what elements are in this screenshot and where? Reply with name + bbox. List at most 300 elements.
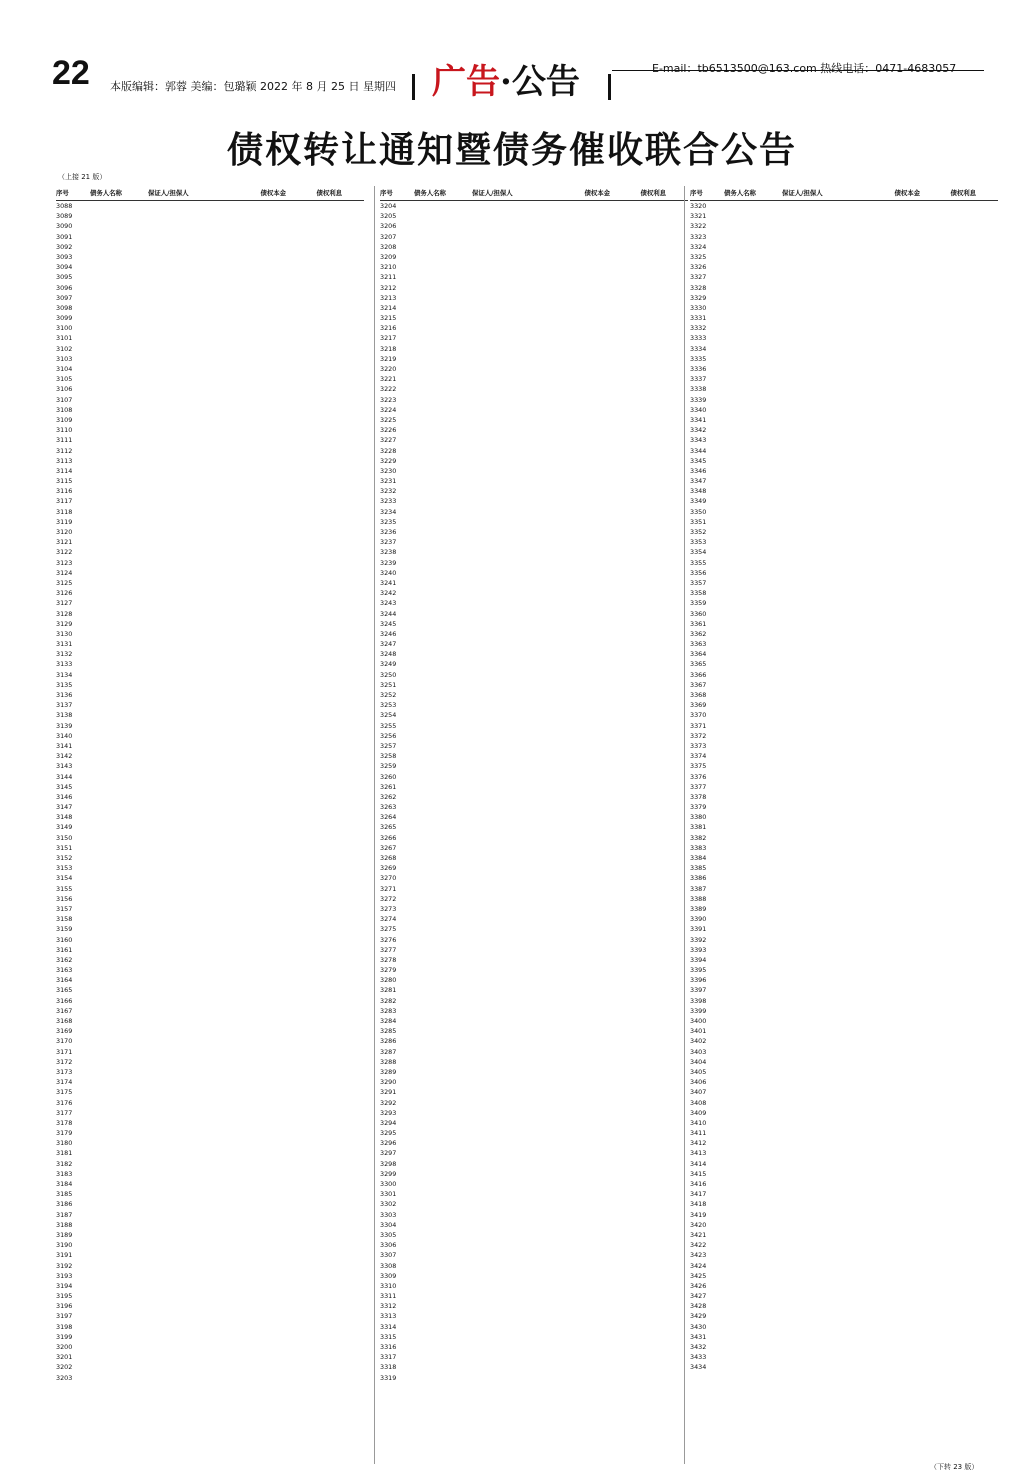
table-row bbox=[380, 415, 688, 425]
row-number: 3117 bbox=[56, 497, 73, 506]
table-row bbox=[690, 496, 998, 506]
table-row bbox=[690, 1352, 998, 1362]
row-number: 3205 bbox=[380, 212, 397, 221]
row-number: 3376 bbox=[690, 772, 707, 781]
table-row bbox=[56, 1067, 364, 1077]
row-number: 3354 bbox=[690, 548, 707, 557]
table-row bbox=[56, 364, 364, 374]
table-row bbox=[690, 935, 998, 945]
row-number: 3279 bbox=[380, 966, 397, 975]
table-row bbox=[56, 1118, 364, 1128]
row-number: 3140 bbox=[56, 731, 73, 740]
table-row bbox=[56, 904, 364, 914]
row-number: 3090 bbox=[56, 222, 73, 231]
table-row bbox=[56, 221, 364, 231]
table-row bbox=[380, 486, 688, 496]
table-row bbox=[56, 527, 364, 537]
row-number: 3368 bbox=[690, 691, 707, 699]
row-number: 3136 bbox=[56, 691, 73, 699]
table-row bbox=[690, 415, 998, 425]
column-header: 保证人/担保人 bbox=[148, 189, 189, 197]
column-header: 债务人名称 bbox=[724, 189, 756, 197]
table-row bbox=[690, 670, 998, 680]
table-row bbox=[56, 721, 364, 731]
row-number: 3241 bbox=[380, 578, 397, 587]
row-number: 3216 bbox=[380, 324, 397, 333]
table-row bbox=[56, 395, 364, 405]
table-row bbox=[380, 384, 688, 394]
row-number: 3275 bbox=[380, 925, 397, 934]
row-number: 3424 bbox=[690, 1261, 707, 1270]
row-number: 3148 bbox=[56, 813, 73, 822]
column-header: 债权利息 bbox=[316, 189, 342, 197]
table-row bbox=[690, 1087, 998, 1097]
table-row bbox=[380, 395, 688, 405]
column-header: 序号 bbox=[690, 189, 703, 197]
row-number: 3328 bbox=[690, 283, 707, 292]
row-number: 3155 bbox=[56, 884, 73, 893]
row-number: 3257 bbox=[380, 741, 397, 750]
row-number: 3299 bbox=[380, 1169, 397, 1178]
row-number: 3316 bbox=[380, 1343, 397, 1351]
table-header bbox=[380, 186, 688, 201]
row-number: 3360 bbox=[690, 609, 707, 618]
table-row bbox=[380, 1179, 688, 1189]
row-number: 3141 bbox=[56, 741, 73, 750]
debt-table bbox=[56, 186, 364, 1383]
row-number: 3314 bbox=[380, 1322, 397, 1331]
row-number: 3095 bbox=[56, 273, 73, 282]
row-number: 3383 bbox=[690, 843, 707, 852]
table-row bbox=[380, 1098, 688, 1108]
row-number: 3223 bbox=[380, 395, 397, 404]
row-number: 3266 bbox=[380, 833, 397, 842]
table-row bbox=[690, 221, 998, 231]
table-row bbox=[380, 283, 688, 293]
table-row bbox=[56, 558, 364, 568]
column-header: 序号 bbox=[380, 189, 393, 197]
table-row bbox=[690, 1067, 998, 1077]
row-number: 3138 bbox=[56, 711, 73, 720]
table-row bbox=[690, 680, 998, 690]
table-row bbox=[380, 812, 688, 822]
row-number: 3324 bbox=[690, 242, 707, 251]
row-number: 3418 bbox=[690, 1200, 707, 1209]
row-number: 3164 bbox=[56, 976, 73, 985]
table-row bbox=[56, 710, 364, 720]
row-number: 3433 bbox=[690, 1353, 707, 1362]
row-number: 3165 bbox=[56, 986, 73, 995]
row-number: 3392 bbox=[690, 935, 707, 944]
table-row bbox=[380, 547, 688, 557]
row-number: 3151 bbox=[56, 843, 73, 852]
table-row bbox=[690, 425, 998, 435]
table-row bbox=[690, 1108, 998, 1118]
row-number: 3228 bbox=[380, 446, 397, 455]
table-row bbox=[690, 639, 998, 649]
row-number: 3193 bbox=[56, 1271, 73, 1280]
table-row bbox=[690, 822, 998, 832]
row-number: 3386 bbox=[690, 874, 707, 883]
table-row bbox=[690, 578, 998, 588]
row-number: 3166 bbox=[56, 996, 73, 1005]
table-row bbox=[56, 446, 364, 456]
table-row bbox=[56, 945, 364, 955]
row-number: 3116 bbox=[56, 487, 73, 496]
row-number: 3176 bbox=[56, 1098, 73, 1107]
row-number: 3281 bbox=[380, 986, 397, 995]
row-number: 3181 bbox=[56, 1149, 73, 1158]
row-number: 3417 bbox=[690, 1190, 707, 1199]
table-row bbox=[56, 1036, 364, 1046]
table-row bbox=[690, 690, 998, 700]
row-number: 3204 bbox=[380, 202, 397, 210]
table-row bbox=[380, 527, 688, 537]
row-number: 3226 bbox=[380, 426, 397, 435]
table-row bbox=[56, 374, 364, 384]
row-number: 3341 bbox=[690, 415, 707, 424]
row-number: 3381 bbox=[690, 823, 707, 832]
table-row bbox=[380, 904, 688, 914]
column-header: 债权利息 bbox=[640, 189, 666, 197]
column-divider bbox=[684, 186, 685, 1464]
row-number: 3261 bbox=[380, 782, 397, 791]
row-number: 3422 bbox=[690, 1241, 707, 1250]
row-number: 3343 bbox=[690, 436, 707, 445]
table-row bbox=[690, 354, 998, 364]
row-number: 3169 bbox=[56, 1027, 73, 1036]
table-row bbox=[56, 1098, 364, 1108]
row-number: 3318 bbox=[380, 1363, 397, 1372]
table-row bbox=[690, 405, 998, 415]
table-row bbox=[690, 1169, 998, 1179]
row-number: 3122 bbox=[56, 548, 73, 557]
table-row bbox=[690, 333, 998, 343]
row-number: 3280 bbox=[380, 976, 397, 985]
row-number: 3206 bbox=[380, 222, 397, 231]
table-row bbox=[380, 1271, 688, 1281]
table-row bbox=[380, 1169, 688, 1179]
table-row bbox=[56, 262, 364, 272]
table-row bbox=[690, 761, 998, 771]
table-row bbox=[56, 1077, 364, 1087]
row-number: 3089 bbox=[56, 212, 73, 221]
table-row bbox=[690, 364, 998, 374]
row-number: 3153 bbox=[56, 864, 73, 873]
table-row bbox=[690, 537, 998, 547]
row-number: 3102 bbox=[56, 344, 73, 353]
row-number: 3214 bbox=[380, 303, 397, 312]
row-number: 3347 bbox=[690, 477, 707, 486]
row-number: 3192 bbox=[56, 1261, 73, 1270]
table-row bbox=[380, 558, 688, 568]
table-row bbox=[56, 1322, 364, 1332]
row-number: 3349 bbox=[690, 497, 707, 506]
table-row bbox=[380, 496, 688, 506]
table-row bbox=[380, 1077, 688, 1087]
row-number: 3398 bbox=[690, 996, 707, 1005]
row-number: 3416 bbox=[690, 1180, 707, 1188]
table-row bbox=[56, 1148, 364, 1158]
row-number: 3093 bbox=[56, 252, 73, 261]
page-number: 22 bbox=[52, 54, 90, 92]
table-row bbox=[690, 1210, 998, 1220]
row-number: 3362 bbox=[690, 629, 707, 638]
table-row bbox=[380, 710, 688, 720]
table-row bbox=[380, 975, 688, 985]
table-row bbox=[380, 680, 688, 690]
table-row bbox=[690, 1189, 998, 1199]
row-number: 3295 bbox=[380, 1129, 397, 1138]
contact-info: E-mail：tb6513500@163.com 热线电话：0471-4683057 bbox=[652, 62, 957, 75]
table-row bbox=[56, 201, 364, 211]
table-row bbox=[380, 476, 688, 486]
row-number: 3425 bbox=[690, 1271, 707, 1280]
row-number: 3126 bbox=[56, 589, 73, 598]
row-number: 3096 bbox=[56, 283, 73, 292]
table-row bbox=[380, 252, 688, 262]
row-number: 3351 bbox=[690, 517, 707, 526]
table-row bbox=[56, 1006, 364, 1016]
table-row bbox=[56, 843, 364, 853]
table-row bbox=[690, 262, 998, 272]
table-row bbox=[380, 242, 688, 252]
row-number: 3245 bbox=[380, 619, 397, 628]
row-number: 3373 bbox=[690, 741, 707, 750]
table-row bbox=[380, 446, 688, 456]
row-number: 3142 bbox=[56, 752, 73, 761]
divider bbox=[608, 74, 611, 100]
row-number: 3356 bbox=[690, 568, 707, 577]
table-row bbox=[380, 466, 688, 476]
row-number: 3188 bbox=[56, 1220, 73, 1229]
row-number: 3125 bbox=[56, 578, 73, 587]
row-number: 3259 bbox=[380, 762, 397, 771]
row-number: 3088 bbox=[56, 202, 73, 210]
row-number: 3355 bbox=[690, 558, 707, 567]
row-number: 3121 bbox=[56, 538, 73, 547]
table-row bbox=[690, 853, 998, 863]
table-row bbox=[380, 1016, 688, 1026]
row-number: 3134 bbox=[56, 670, 73, 679]
table-row bbox=[56, 598, 364, 608]
table-row bbox=[56, 252, 364, 262]
table-row bbox=[380, 1373, 688, 1383]
edition-meta: 本版编辑：郭蓉 美编：包璐颖 2022 年 8 月 25 日 星期四 bbox=[110, 80, 396, 93]
row-number: 3173 bbox=[56, 1067, 73, 1076]
table-row bbox=[690, 721, 998, 731]
table-row bbox=[380, 1138, 688, 1148]
row-number: 3258 bbox=[380, 752, 397, 761]
row-number: 3243 bbox=[380, 599, 397, 608]
table-row bbox=[690, 772, 998, 782]
row-number: 3365 bbox=[690, 660, 707, 669]
table-row bbox=[56, 792, 364, 802]
row-number: 3156 bbox=[56, 894, 73, 903]
table-row bbox=[380, 945, 688, 955]
row-number: 3260 bbox=[380, 772, 397, 781]
table-row bbox=[690, 435, 998, 445]
table-row bbox=[690, 619, 998, 629]
table-row bbox=[380, 211, 688, 221]
row-number: 3269 bbox=[380, 864, 397, 873]
row-number: 3119 bbox=[56, 517, 73, 526]
table-row bbox=[56, 985, 364, 995]
table-row bbox=[690, 700, 998, 710]
row-number: 3372 bbox=[690, 731, 707, 740]
table-row bbox=[690, 1220, 998, 1230]
row-number: 3253 bbox=[380, 701, 397, 710]
table-row bbox=[56, 822, 364, 832]
table-row bbox=[690, 303, 998, 313]
row-number: 3430 bbox=[690, 1322, 707, 1331]
table-row bbox=[380, 741, 688, 751]
table-row bbox=[56, 935, 364, 945]
row-number: 3288 bbox=[380, 1057, 397, 1066]
column-header: 债权利息 bbox=[950, 189, 976, 197]
row-number: 3370 bbox=[690, 711, 707, 720]
table-row bbox=[56, 1138, 364, 1148]
table-row bbox=[690, 588, 998, 598]
row-number: 3320 bbox=[690, 202, 707, 210]
row-number: 3170 bbox=[56, 1037, 73, 1046]
table-row bbox=[380, 894, 688, 904]
row-number: 3303 bbox=[380, 1210, 397, 1219]
table-row bbox=[690, 242, 998, 252]
table-row bbox=[690, 1271, 998, 1281]
table-row bbox=[56, 853, 364, 863]
table-row bbox=[690, 1026, 998, 1036]
table-row bbox=[56, 609, 364, 619]
row-number: 3229 bbox=[380, 456, 397, 465]
row-number: 3342 bbox=[690, 426, 707, 435]
table-row bbox=[380, 232, 688, 242]
row-number: 3304 bbox=[380, 1220, 397, 1229]
table-row bbox=[690, 598, 998, 608]
table-row bbox=[56, 211, 364, 221]
table-row bbox=[56, 1159, 364, 1169]
row-number: 3234 bbox=[380, 507, 397, 516]
row-number: 3407 bbox=[690, 1088, 707, 1097]
table-row bbox=[56, 242, 364, 252]
table-row bbox=[56, 1179, 364, 1189]
row-number: 3103 bbox=[56, 354, 73, 363]
table-row bbox=[56, 405, 364, 415]
row-number: 3254 bbox=[380, 711, 397, 720]
row-number: 3132 bbox=[56, 650, 73, 659]
row-number: 3123 bbox=[56, 558, 73, 567]
row-number: 3350 bbox=[690, 507, 707, 516]
table-row bbox=[690, 323, 998, 333]
table-row bbox=[690, 1199, 998, 1209]
section-title: 广告·公告 bbox=[432, 62, 580, 102]
row-number: 3287 bbox=[380, 1047, 397, 1056]
table-row bbox=[56, 955, 364, 965]
row-number: 3367 bbox=[690, 680, 707, 689]
row-number: 3162 bbox=[56, 955, 73, 964]
row-number: 3249 bbox=[380, 660, 397, 669]
table-row bbox=[56, 1373, 364, 1383]
row-number: 3366 bbox=[690, 670, 707, 679]
table-row bbox=[380, 507, 688, 517]
table-row bbox=[380, 782, 688, 792]
row-number: 3363 bbox=[690, 640, 707, 649]
table-row bbox=[690, 1281, 998, 1291]
table-row bbox=[380, 1230, 688, 1240]
row-number: 3310 bbox=[380, 1281, 397, 1290]
row-number: 3410 bbox=[690, 1118, 707, 1127]
table-row bbox=[380, 1199, 688, 1209]
table-row bbox=[690, 1128, 998, 1138]
row-number: 3357 bbox=[690, 578, 707, 587]
table-row bbox=[690, 965, 998, 975]
row-number: 3305 bbox=[380, 1230, 397, 1239]
row-number: 3127 bbox=[56, 599, 73, 608]
table-row bbox=[56, 354, 364, 364]
table-row bbox=[56, 873, 364, 883]
row-number: 3107 bbox=[56, 395, 73, 404]
row-number: 3300 bbox=[380, 1180, 397, 1188]
table-row bbox=[690, 201, 998, 211]
table-row bbox=[56, 894, 364, 904]
table-row bbox=[380, 568, 688, 578]
row-number: 3334 bbox=[690, 344, 707, 353]
row-number: 3284 bbox=[380, 1017, 397, 1025]
row-number: 3196 bbox=[56, 1302, 73, 1311]
table-row bbox=[690, 486, 998, 496]
row-number: 3432 bbox=[690, 1343, 707, 1351]
row-number: 3179 bbox=[56, 1129, 73, 1138]
table-row bbox=[56, 1169, 364, 1179]
row-number: 3344 bbox=[690, 446, 707, 455]
table-row bbox=[380, 955, 688, 965]
row-number: 3212 bbox=[380, 283, 397, 292]
table-row bbox=[380, 1322, 688, 1332]
table-row bbox=[380, 996, 688, 1006]
row-number: 3271 bbox=[380, 884, 397, 893]
row-number: 3429 bbox=[690, 1312, 707, 1321]
row-number: 3239 bbox=[380, 558, 397, 567]
row-number: 3264 bbox=[380, 813, 397, 822]
row-number: 3313 bbox=[380, 1312, 397, 1321]
column-header: 序号 bbox=[56, 189, 69, 197]
table-row bbox=[56, 578, 364, 588]
row-number: 3293 bbox=[380, 1108, 397, 1117]
table-row bbox=[56, 1220, 364, 1230]
table-row bbox=[56, 293, 364, 303]
column-header: 保证人/担保人 bbox=[472, 189, 513, 197]
table-row bbox=[690, 1342, 998, 1352]
table-row bbox=[690, 1332, 998, 1342]
row-number: 3168 bbox=[56, 1017, 73, 1025]
table-row bbox=[380, 843, 688, 853]
table-row bbox=[56, 547, 364, 557]
table-row bbox=[380, 873, 688, 883]
row-number: 3218 bbox=[380, 344, 397, 353]
row-number: 3097 bbox=[56, 293, 73, 302]
row-number: 3427 bbox=[690, 1292, 707, 1301]
table-row bbox=[56, 1210, 364, 1220]
row-number: 3213 bbox=[380, 293, 397, 302]
row-number: 3129 bbox=[56, 619, 73, 628]
table-row bbox=[690, 374, 998, 384]
row-number: 3174 bbox=[56, 1078, 73, 1087]
row-number: 3105 bbox=[56, 375, 73, 384]
table-header bbox=[690, 186, 998, 201]
table-row bbox=[690, 1148, 998, 1158]
row-number: 3175 bbox=[56, 1088, 73, 1097]
table-row bbox=[690, 558, 998, 568]
